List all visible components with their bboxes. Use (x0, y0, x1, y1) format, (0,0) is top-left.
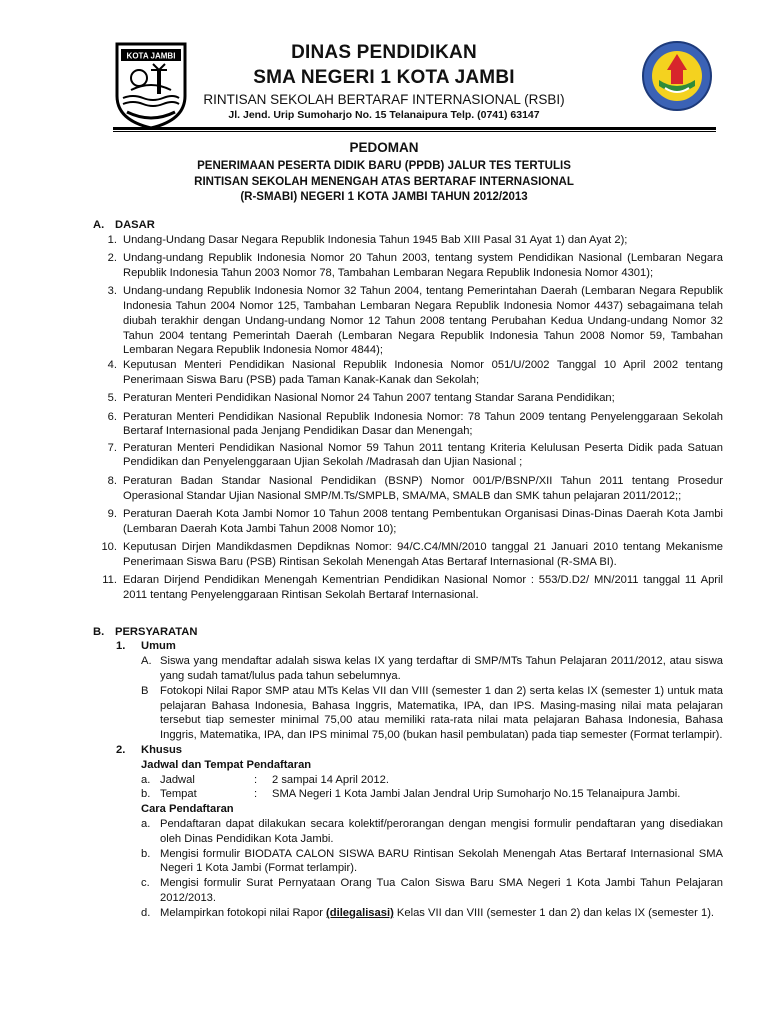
list-item (93, 540, 723, 570)
list-number: 11. (102, 574, 117, 587)
list-text: Peraturan Badan Standar Nasional Pendidikan (BSNP) Nomor 001/P/BSNP/XII Tahun 2011 tentang Prosedur Operasional Standar Ujian Nasional SMP/M.Ts/SMPLB, SMA/MA, SMALB dan SMK tahun pelajaran 2011/2012;; (123, 474, 723, 502)
subsection-number: 1. (116, 640, 126, 653)
list-item (141, 684, 723, 743)
section-a-heading (93, 218, 723, 233)
list-letter: b. (141, 788, 151, 801)
list-item (93, 251, 723, 281)
list-text: Undang-undang Republik Indonesia Nomor 20 Tahun 2003, tentang system Pendidikan Nasional (Lembaran Negara Republik Indonesia Tahun 2003 Nomor 78, Tambahan Lembaran Negara Republik Indonesia Nomor 4301); (123, 252, 723, 279)
schedule-row (141, 773, 723, 788)
section-a-label: A. (93, 219, 105, 231)
jadwal-heading: Jadwal dan Tempat Pendaftaran (141, 758, 312, 771)
document-subtitle-line-3: (R-SMABI) NEGERI 1 KOTA JAMBI TAHUN 2012/2013 (240, 191, 528, 203)
list-item (141, 817, 723, 847)
list-text: Peraturan Menteri Pendidikan Nasional Nomor 24 Tahun 2007 tentang Standar Sarana Pendidikan; (123, 392, 615, 405)
school-name: SMA NEGERI 1 KOTA JAMBI (253, 67, 515, 88)
schedule-value: SMA Negeri 1 Kota Jambi Jalan Jendral Urip Sumoharjo No.15 Telanaipura Jambi. (272, 788, 681, 801)
header-rule-thick (113, 127, 716, 130)
logo-left-label: KOTA JAMBI (126, 51, 176, 61)
list-text: Keputusan Dirjen Mandikdasmen Depdiknas Nomor: 94/C.C4/MN/2010 tanggal 21 Januari 2010 tentang Mekanisme Penerimaan Siswa Baru (PSB) Rintisan Sekolah Menengah Atas Bertaraf Internasional (R-SMA BI). (123, 540, 723, 568)
document-title-block (0, 139, 768, 206)
header-rule-thin (113, 131, 716, 132)
list-text: Siswa yang mendaftar adalah siswa kelas IX yang terdaftar di SMP/MTs Tahun Pelajaran 2011/2012, atau siswa yang sudah tamat/lulus pada tahun sebelumnya. (160, 655, 723, 683)
document-subtitle-line-1: PENERIMAAN PESERTA DIDIK BARU (PPDB) JALUR TES TERTULIS (197, 160, 571, 172)
list-text: Pendaftaran dapat dilakukan secara kolektif/perorangan dengan mengisi formulir pendaftaran yang disediakan oleh Dinas Pendidikan Kota Jambi. (160, 817, 723, 845)
list-number: 7. (107, 441, 117, 454)
list-text: Mengisi formulir BIODATA CALON SISWA BARU Rintisan Sekolah Menengah Atas Bertaraf Internasional SMA Negeri 1 Kota Jambi (Format terlampir). (160, 847, 723, 875)
list-number: 2. (107, 252, 117, 265)
list-item (93, 358, 723, 388)
list-number: 4. (107, 359, 117, 372)
list-letter: c. (141, 877, 150, 890)
section-b-title: PERSYARATAN (115, 625, 198, 638)
list-number: 1. (107, 233, 117, 246)
school-address: Jl. Jend. Urip Sumoharjo No. 15 Telanaipura Telp. (0741) 63147 (228, 109, 540, 121)
subsection-umum-heading (116, 639, 723, 654)
subsection-number: 2. (116, 744, 126, 756)
schedule-row (141, 787, 723, 802)
list-text (160, 906, 723, 921)
list-letter: d. (141, 906, 151, 919)
list-number: 9. (107, 507, 117, 520)
subsection-title: Umum (141, 640, 176, 653)
list-text: Peraturan Menteri Pendidikan Nasional Republik Indonesia Nomor: 78 Tahun 2009 tentang Penyelenggaraan Sekolah Bertaraf Internasional pada Jenjang Pendidikan Dasar dan Menengah; (123, 410, 723, 438)
list-item (93, 410, 723, 440)
list-item (93, 233, 723, 248)
list-text-post: Kelas VII dan VIII (semester 1 dan 2) dan kelas IX (semester 1). (393, 906, 715, 919)
schedule-colon: : (254, 773, 258, 786)
list-item (93, 284, 723, 358)
list-item (141, 876, 723, 906)
list-text-pre: Melampirkan fotokopi nilai Rapor (160, 906, 327, 919)
list-number: 6. (107, 410, 117, 423)
list-number: 5. (107, 392, 117, 405)
cara-heading: Cara Pendaftaran (141, 803, 234, 816)
list-letter: a. (141, 817, 151, 830)
legalized-emphasis: (dilegalisasi) (326, 906, 394, 919)
school-subtitle: RINTISAN SEKOLAH BERTARAF INTERNASIONAL (RSBI) (203, 92, 565, 107)
list-item (141, 654, 723, 684)
subsection-title: Khusus (141, 744, 183, 756)
list-text: Fotokopi Nilai Rapor SMP atau MTs Kelas VII dan VIII (semester 1 dan 2) serta kelas IX (semester 1) untuk mata pelajaran Bahasa Indonesia, Bahasa Inggris, Matematika, IPA, dan IPS. Masing-masing nilai mata pelajaran tersebut tiap semester minimal 75,00 atau memiliki rata-rata nilai mata pelajaran Bahasa Indonesia, Bahasa Inggris, Matematika, IPA, dan IPS minimal 75,00 (bukan hasil pembulatan) pada tiap semester (Format terlampir). (160, 684, 723, 742)
subsection-khusus-heading (116, 743, 723, 758)
list-text: Peraturan Menteri Pendidikan Nasional Nomor 59 Tahun 2011 tentang Kriteria Kelulusan Peserta Didik pada Satuan Pendidikan dan Penyelenggaraan Ujian Sekolah /Madrasah dan Ujian Nasional ; (123, 441, 723, 469)
list-item (93, 507, 723, 537)
list-item (141, 906, 723, 921)
schedule-key: Jadwal (160, 773, 195, 786)
office-name: DINAS PENDIDIKAN (291, 42, 477, 63)
list-text: Edaran Dirjend Pendidikan Menengah Kementrian Pendidikan Nasional Nomor : 553/D.D2/ MN/2011 tanggal 11 April 2011 tentang Penyelenggaraan Rintisan Sekolah Bertaraf Internasional. (123, 574, 723, 601)
list-text: Undang-Undang Dasar Negara Republik Indonesia Tahun 1945 Bab XIII Pasal 31 Ayat 1) dan Ayat 2); (123, 233, 628, 246)
list-item (93, 441, 723, 471)
list-letter: b. (141, 847, 151, 860)
list-letter: B (141, 684, 149, 697)
list-item (93, 391, 723, 406)
document-subtitle-line-2: RINTISAN SEKOLAH MENENGAH ATAS BERTARAF INTERNASIONAL (194, 175, 574, 188)
schedule-colon: : (254, 788, 258, 801)
schedule-value: 2 sampai 14 April 2012. (272, 773, 389, 786)
section-b-label: B. (93, 625, 105, 638)
list-item (93, 474, 723, 504)
list-number: 3. (107, 285, 117, 298)
list-letter: a. (141, 773, 151, 786)
section-b-heading (93, 625, 723, 640)
document-body (93, 218, 723, 921)
schedule-key: Tempat (160, 788, 197, 801)
list-text: Mengisi formulir Surat Pernyataan Orang Tua Calon Siswa Baru SMA Negeri 1 Kota Jambi Tahun Pelajaran 2012/2013. (160, 877, 723, 904)
document-title: PEDOMAN (349, 140, 419, 155)
list-letter: A. (141, 655, 152, 668)
list-text: Keputusan Menteri Pendidikan Nasional Republik Indonesia Nomor 051/U/2002 Tanggal 10 April 2002 tentang Penerimaan Siswa Baru (PSB) pada Taman Kanak-Kanak dan Sekolah; (123, 359, 723, 386)
list-number: 8. (107, 474, 117, 487)
list-item (141, 847, 723, 877)
list-item (93, 573, 723, 603)
list-text: Peraturan Daerah Kota Jambi Nomor 10 Tahun 2008 tentang Pembentukan Organisasi Dinas-Dinas Daerah Kota Jambi (Lembaran Daerah Kota Jambi Tahun 2008 Nomor 10); (123, 507, 723, 535)
list-number: 10. (101, 540, 117, 553)
section-a-title: DASAR (115, 219, 155, 231)
letterhead (0, 40, 768, 122)
list-text: Undang-undang Republik Indonesia Nomor 32 Tahun 2004, tentang Pemerintahan Daerah (Lembaran Negara Republik Indonesia Tahun 2004 Nomor 125, Tambahan Lembaran Negara Republik Indonesia Nomor 4437) sebagaimana telah diubah terakhir dengan Undang-undang Nomor 12 Tahun 2008 tentang Perubahan Kedua Undang-undang Nomor 32 Tahun 2004 tentang Pemerintah Daerah (Lembaran Negara Republik Indonesia Tahun 2008 Nomor 59, Tambahan Lembaran Negara Republik Indonesia Nomor 4844); (123, 285, 723, 357)
